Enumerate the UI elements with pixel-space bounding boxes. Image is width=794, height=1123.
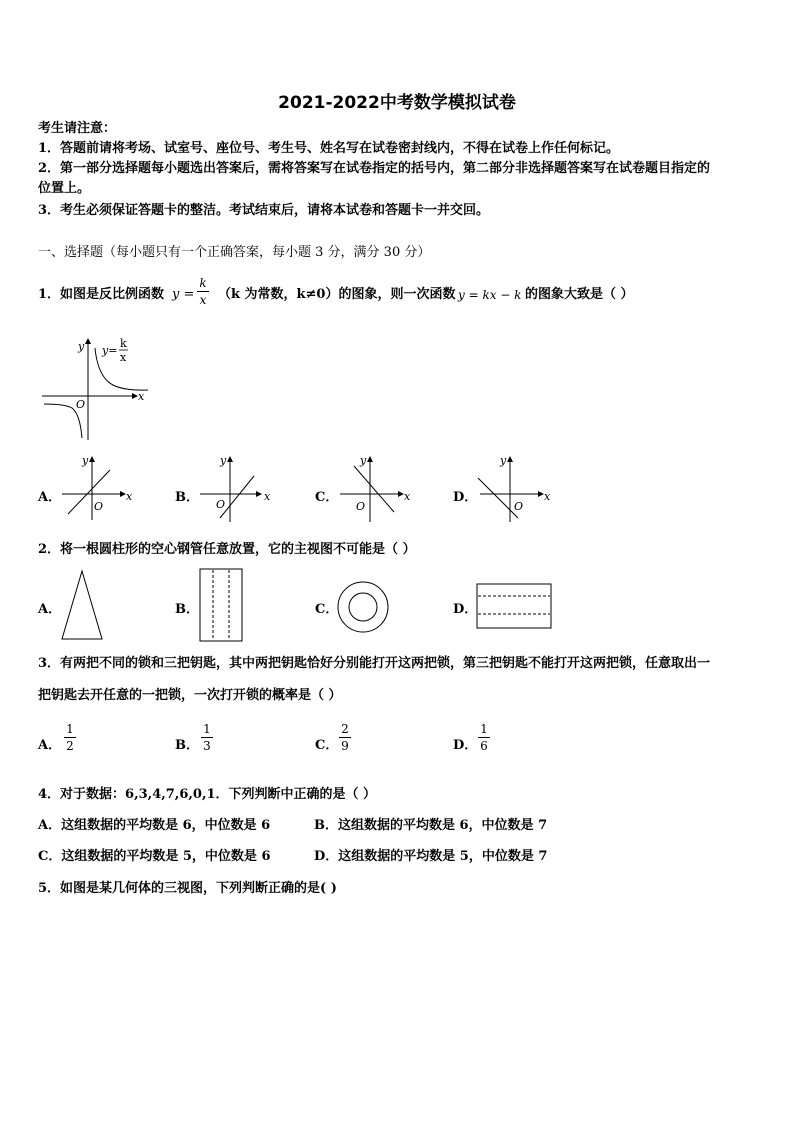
q1-option-c-label: C． [315, 490, 339, 505]
svg-text:O: O [356, 500, 366, 513]
svg-text:x: x [544, 490, 551, 503]
q3-option-a-label: A． [38, 738, 62, 753]
svg-text:x: x [126, 490, 133, 503]
q3-option-c-num: 2 [341, 722, 349, 736]
svg-text:y: y [78, 340, 85, 353]
svg-text:O: O [76, 398, 86, 411]
q1-hyperbola-figure [40, 334, 160, 444]
q1-option-a-label: A． [38, 490, 62, 505]
q1-mid: （k 为常数，k≠0）的图象，则一次函数 [218, 287, 456, 302]
q3-option-a-fraction[interactable] [64, 722, 76, 753]
q3-option-b-fraction[interactable] [201, 722, 213, 753]
notice-item-2-cont: 位置上。 [38, 181, 91, 196]
svg-text:x: x [404, 490, 411, 503]
svg-text:O: O [94, 500, 104, 513]
q1-option-d-graph[interactable] [476, 454, 556, 524]
q3-option-c-fraction[interactable] [339, 722, 351, 753]
q1-option-d-label: D． [453, 490, 478, 505]
q1-option-c-graph[interactable] [336, 454, 416, 524]
q1-option-b-label: B． [175, 490, 199, 505]
q3-option-d-den: 6 [480, 739, 488, 753]
q3-line2: 把钥匙去开任意的一把锁，一次打开锁的概率是（ ） [38, 688, 342, 703]
q4-text: 4．对于数据：6,3,4,7,6,0,1．下列判断中正确的是（ ） [38, 787, 377, 802]
q3-option-c-den: 9 [341, 739, 349, 753]
q3-option-b-den: 3 [203, 739, 211, 753]
notice-item-3: 3．考生必须保证答题卡的整洁。考试结束后，请将本试卷和答题卡一并交回。 [38, 203, 490, 218]
q2-option-c-ring[interactable] [336, 580, 392, 636]
q1-num: k [199, 276, 207, 290]
svg-text:O: O [514, 500, 524, 513]
notice-heading: 考生请注意： [38, 121, 117, 136]
q1-option-a-graph[interactable] [58, 454, 138, 524]
q3-option-b-num: 1 [203, 722, 211, 736]
q3-option-b-label: B． [175, 738, 199, 753]
notice-item-2: 2．第一部分选择题每小题选出答案后，需将答案写在试卷指定的括号内，第二部分非选择题答案写在试卷题目指定的 [38, 161, 711, 176]
q4-option-c[interactable]: C．这组数据的平均数是 5，中位数是 6 [38, 849, 271, 864]
q1-func2: y = kx − k [458, 288, 522, 302]
q1-option-b-graph[interactable] [196, 454, 276, 524]
q4-option-d[interactable]: D．这组数据的平均数是 5，中位数是 7 [314, 849, 548, 864]
svg-text:x: x [264, 490, 271, 503]
svg-text:x: x [120, 351, 127, 364]
svg-text:y: y [360, 454, 367, 467]
page-title: 2021-2022中考数学模拟试卷 [278, 93, 516, 113]
q1-suffix: 的图象大致是（ ） [525, 287, 634, 302]
q3-option-d-label: D． [453, 738, 478, 753]
q2-option-a-triangle[interactable] [60, 569, 110, 641]
svg-text:x: x [138, 390, 145, 403]
q1-fraction [197, 276, 209, 307]
svg-text:k: k [120, 337, 127, 350]
notice-item-1: 1．答题前请将考场、试室号、座位号、考生号、姓名写在试卷密封线内，不得在试卷上作任何标记。 [38, 141, 620, 156]
svg-text:y: y [500, 454, 507, 467]
q2-option-d-label: D． [453, 602, 478, 617]
svg-text:y: y [220, 454, 227, 467]
section-heading: 一、选择题（每小题只有一个正确答案，每小题 3 分，满分 30 分） [38, 245, 431, 260]
q3-line1: 3．有两把不同的锁和三把钥匙，其中两把钥匙恰好分别能打开这两把锁，第三把钥匙不能打开这两把锁，任意取出一 [38, 656, 711, 671]
q2-option-c-label: C． [315, 602, 339, 617]
svg-text:y=: y= [102, 344, 118, 357]
q5-text: 5．如图是某几何体的三视图，下列判断正确的是( ) [38, 881, 337, 896]
q3-option-d-fraction[interactable] [478, 722, 490, 753]
svg-text:y: y [82, 454, 89, 467]
q2-option-b-rectangle[interactable] [199, 568, 249, 644]
q3-option-a-num: 1 [66, 722, 74, 736]
q3-option-c-label: C． [315, 738, 339, 753]
q2-option-b-label: B． [175, 602, 199, 617]
q3-option-d-num: 1 [480, 722, 488, 736]
q2-option-a-label: A． [38, 602, 62, 617]
q1-den: x [199, 293, 207, 307]
q4-option-b[interactable]: B．这组数据的平均数是 6，中位数是 7 [314, 818, 548, 833]
q1-func: y = [172, 287, 195, 302]
q2-option-d-rectangle[interactable] [476, 583, 556, 633]
q3-option-a-den: 2 [66, 739, 74, 753]
svg-text:O: O [216, 498, 226, 511]
q2-text: 2．将一根圆柱形的空心钢管任意放置，它的主视图不可能是（ ） [38, 542, 416, 557]
q1-prefix: 1．如图是反比例函数 [38, 287, 165, 302]
q4-option-a[interactable]: A．这组数据的平均数是 6，中位数是 6 [38, 818, 271, 833]
